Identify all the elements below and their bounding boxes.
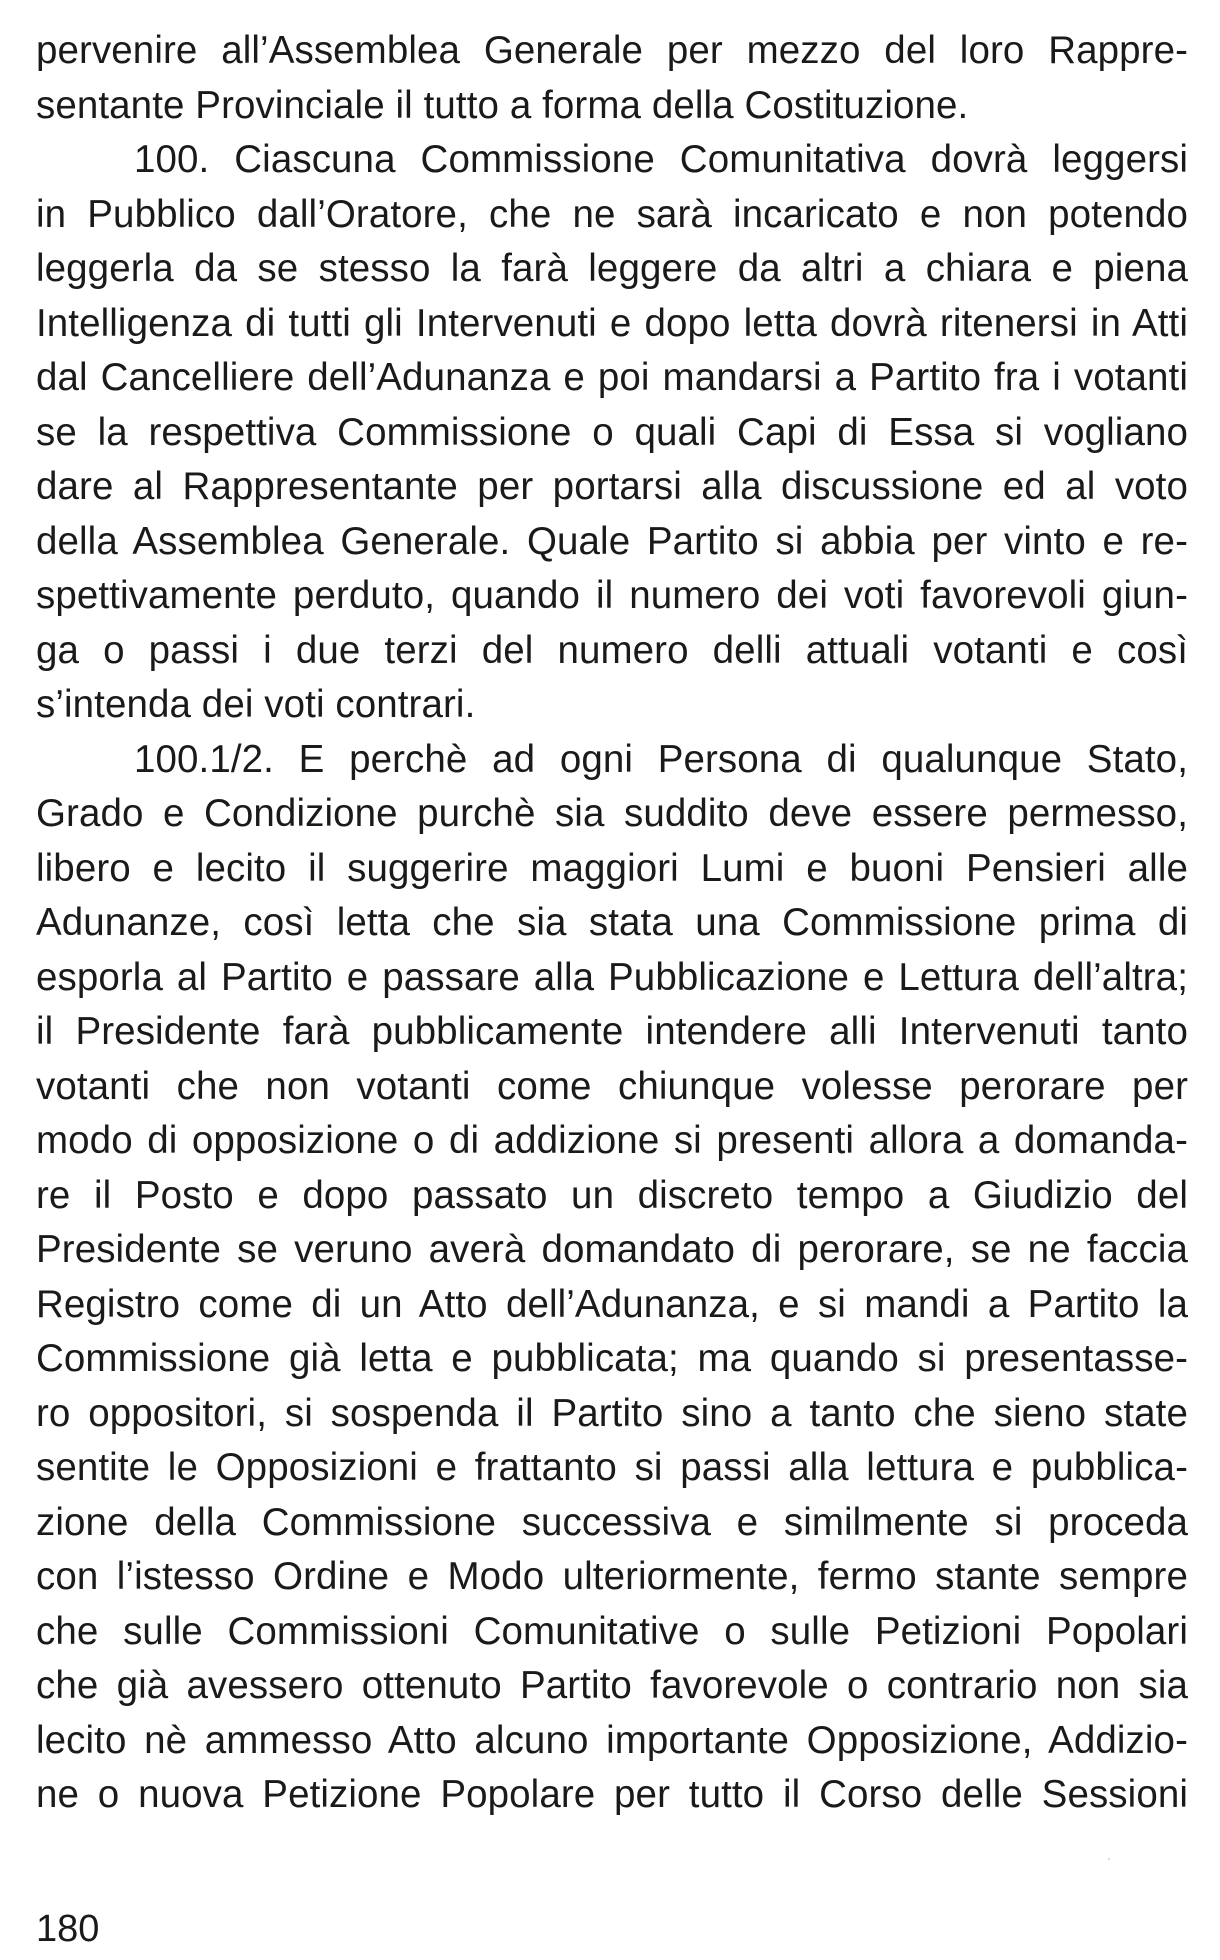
paper-speck xyxy=(1108,1858,1110,1860)
text-line: Commissione già letta e pubblicata; ma quando si presentasse- xyxy=(36,1337,1188,1380)
text-line: spettivamente perduto, quando il numero dei voti favorevoli giun- xyxy=(36,574,1188,617)
text-line: libero e lecito il suggerire maggiori Lumi e buoni Pensieri alle xyxy=(36,846,1188,890)
text-line: in Pubblico dall’Oratore, che ne sarà incaricato e non potendo xyxy=(36,192,1188,236)
body-text xyxy=(36,24,1188,1823)
text-line: dal Cancelliere dell’Adunanza e poi mandarsi a Partito fra i votanti xyxy=(36,356,1188,399)
text-line: modo di opposizione o di addizione si presenti allora a domanda- xyxy=(36,1119,1188,1162)
text-line: ga o passi i due terzi del numero delli attuali votanti e così xyxy=(36,628,1188,672)
paragraph-start-100-half: 100.1/2. E perchè ad ogni Persona di qualunque Stato, xyxy=(134,737,1188,781)
text-line: il Presidente farà pubblicamente intendere alli Intervenuti tanto xyxy=(36,1010,1188,1053)
text-line: zione della Commissione successiva e similmente si proceda xyxy=(36,1500,1188,1544)
text-line: con l’istesso Ordine e Modo ulteriormente, fermo stante sempre xyxy=(36,1555,1188,1598)
text-line: pervenire all’Assemblea Generale per mezzo del loro Rappre- xyxy=(36,29,1188,72)
text-line: votanti che non votanti come chiunque volesse perorare per xyxy=(36,1064,1188,1108)
text-line: che già avessero ottenuto Partito favorevole o contrario non sia xyxy=(36,1664,1188,1707)
text-line: ne o nuova Petizione Popolare per tutto il Corso delle Sessioni xyxy=(36,1773,1188,1816)
page-number: 180 xyxy=(36,1908,100,1950)
text-line: Adunanze, così letta che sia stata una Commissione prima di xyxy=(36,901,1188,944)
text-line: Presidente se veruno averà domandato di perorare, se ne faccia xyxy=(36,1228,1188,1271)
text-line: leggerla da se stesso la farà leggere da altri a chiara e piena xyxy=(36,247,1188,290)
text-line: lecito nè ammesso Atto alcuno importante Opposizione, Addizio- xyxy=(36,1718,1188,1762)
text-line: esporla al Partito e passare alla Pubblicazione e Lettura dell’altra; xyxy=(36,955,1188,999)
text-line: se la respettiva Commissione o quali Capi di Essa si vogliano xyxy=(36,410,1188,454)
text-line: ro oppositori, si sospenda il Partito sino a tanto che sieno state xyxy=(36,1391,1188,1435)
text-line: s’intenda dei voti contrari. xyxy=(36,683,476,726)
text-line: dare al Rappresentante per portarsi alla discussione ed al voto xyxy=(36,465,1188,508)
paragraph-start-100: 100. Ciascuna Commissione Comunitativa dovrà leggersi xyxy=(134,138,1188,181)
text-line: Grado e Condizione purchè sia suddito deve essere permesso, xyxy=(36,792,1188,835)
text-line: che sulle Commissioni Comunitative o sulle Petizioni Popolari xyxy=(36,1609,1188,1653)
text-line: sentante Provinciale il tutto a forma della Costituzione. xyxy=(36,83,969,127)
text-line: della Assemblea Generale. Quale Partito si abbia per vinto e re- xyxy=(36,519,1188,563)
text-line: re il Posto e dopo passato un discreto tempo a Giudizio del xyxy=(36,1173,1188,1217)
text-line: sentite le Opposizioni e frattanto si passi alla lettura e pubblica- xyxy=(36,1446,1188,1489)
text-line: Intelligenza di tutti gli Intervenuti e dopo letta dovrà ritenersi in Atti xyxy=(36,301,1188,345)
text-line: Registro come di un Atto dell’Adunanza, e si mandi a Partito la xyxy=(36,1282,1188,1326)
